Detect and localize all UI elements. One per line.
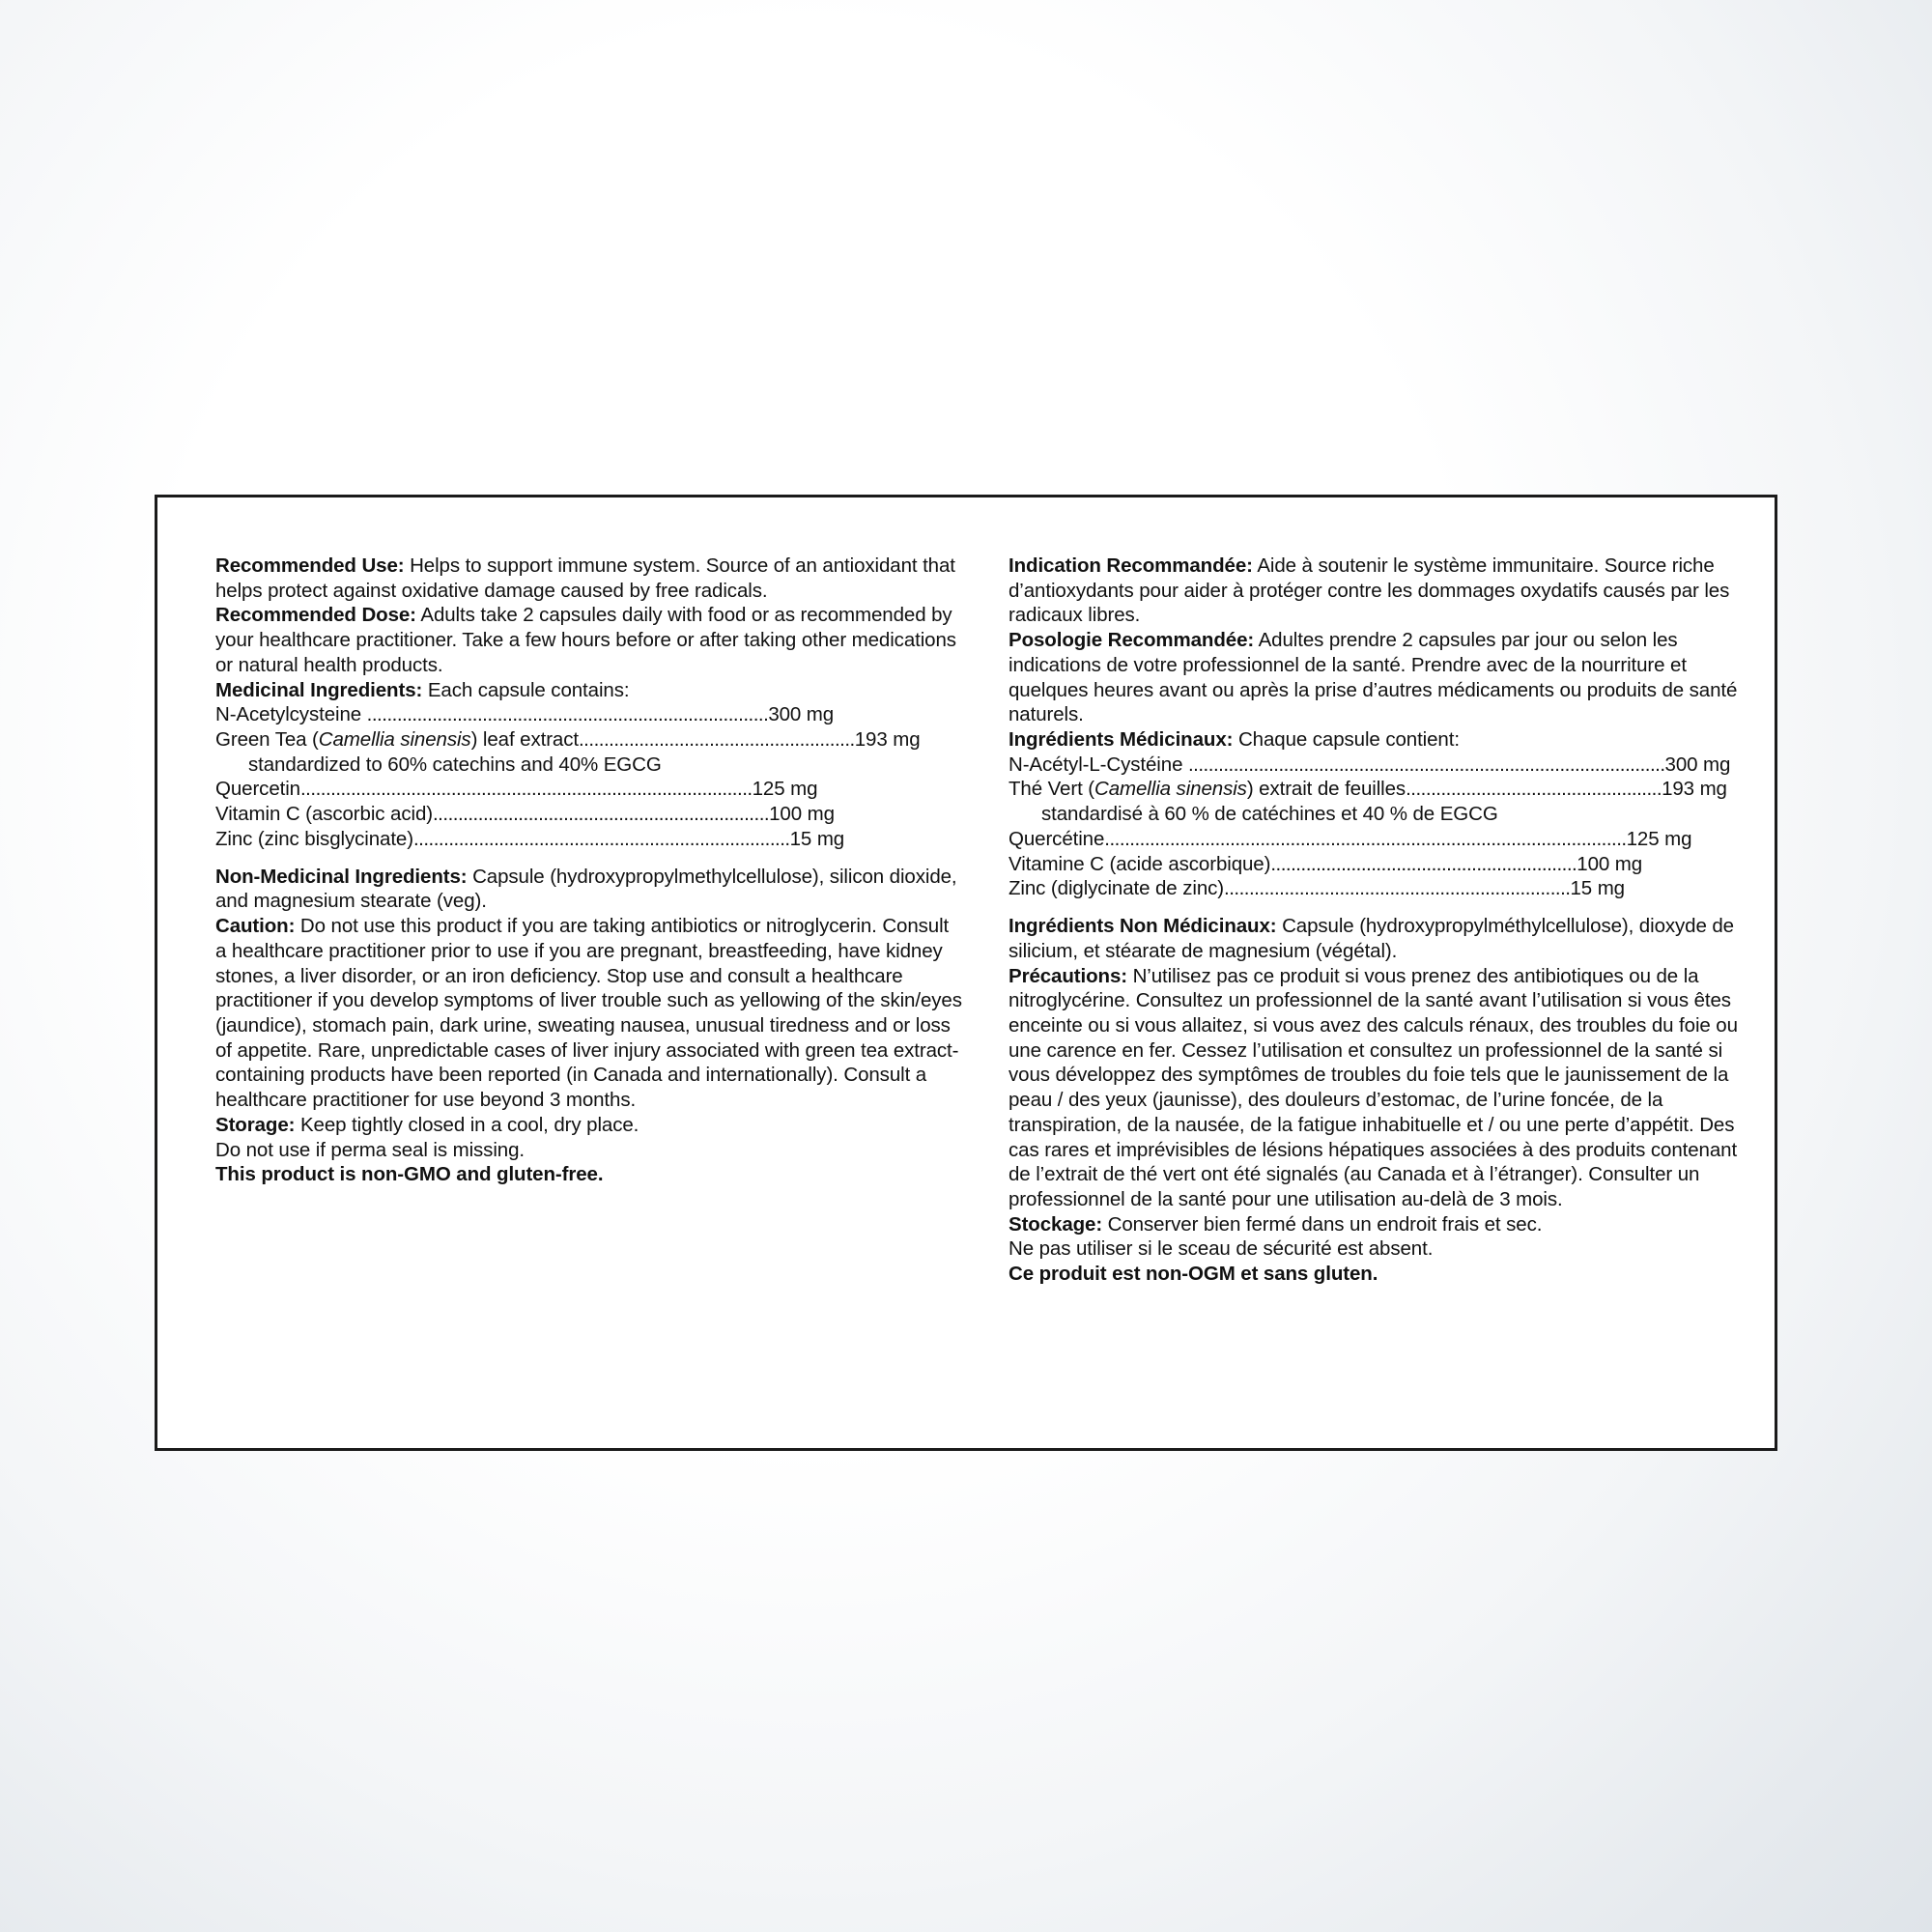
ingredient-name: Quercétine xyxy=(1009,827,1105,850)
ingredient-amount: 100 mg xyxy=(769,803,835,826)
ingredient-row xyxy=(1009,827,1757,852)
medicinal-ingredients-heading xyxy=(215,678,964,703)
label-columns xyxy=(157,497,1775,1448)
non-medicinal-block xyxy=(215,865,964,914)
ingredient-name: Vitamin C (ascorbic acid) xyxy=(215,803,433,826)
ingredient-name: Zinc (zinc bisglycinate) xyxy=(215,827,413,850)
ingredient-amount: 193 mg xyxy=(1662,778,1727,801)
ingredient-standardization-note: standardized to 60% catechins and 40% EGCG xyxy=(248,753,662,776)
ingredient-amount: 193 mg xyxy=(854,728,921,752)
ingredient-latin-name: Camellia sinensis xyxy=(318,728,471,752)
caution-label-fr: Précautions: xyxy=(1009,964,1127,987)
ingredient-amount: 15 mg xyxy=(789,827,845,850)
non-medicinal-block-fr xyxy=(1009,914,1757,963)
medicinal-ingredients-label-fr: Ingrédients Médicinaux: xyxy=(1009,728,1234,752)
ingredient-dots: ..................................................................... xyxy=(1224,877,1571,900)
recommended-dose-label: Recommended Dose: xyxy=(215,604,416,627)
ingredient-dots: ....................................................... xyxy=(578,728,855,752)
seal-warning-fr: Ne pas utiliser si le sceau de sécurité est absent. xyxy=(1009,1237,1434,1261)
ingredient-name: Green Tea ( xyxy=(215,728,319,752)
ingredient-name: Zinc (diglycinate de zinc) xyxy=(1009,877,1224,900)
ingredient-row xyxy=(1009,753,1757,778)
ingredient-amount: 100 mg xyxy=(1577,852,1643,875)
non-medicinal-text: Capsule (hydroxypropylmethylcellulose), silicon dioxide, and magnesium stearate (veg). xyxy=(215,865,957,913)
french-ingredient-list xyxy=(1009,753,1757,901)
ingredient-latin-name: Camellia sinensis xyxy=(1094,778,1247,801)
ingredient-amount: 125 mg xyxy=(1626,827,1692,850)
english-ingredient-list xyxy=(215,702,964,851)
recommended-use-block xyxy=(215,554,964,603)
ingredient-dots: ................................................................... xyxy=(432,803,770,826)
ingredient-amount: 300 mg xyxy=(1664,753,1731,776)
ingredient-dots: ............................................................................................... xyxy=(1187,753,1665,776)
ingredient-name: Quercetin xyxy=(215,778,300,801)
storage-block-fr xyxy=(1009,1212,1757,1237)
recommended-dose-label-fr: Posologie Recommandée: xyxy=(1009,629,1255,652)
ingredient-dots: ................................................................................ xyxy=(366,703,769,726)
medicinal-ingredients-heading-fr xyxy=(1009,727,1757,753)
medicinal-ingredients-label: Medicinal Ingredients: xyxy=(215,678,423,701)
ingredient-name: Thé Vert ( xyxy=(1009,778,1095,801)
ingredient-name: N-Acetylcysteine xyxy=(215,703,367,726)
caution-label: Caution: xyxy=(215,915,296,938)
gmo-statement: This product is non-GMO and gluten-free. xyxy=(215,1163,604,1186)
ingredient-name-suffix: ) extrait de feuilles xyxy=(1246,778,1406,801)
caution-block xyxy=(215,914,964,1113)
storage-label-fr: Stockage: xyxy=(1009,1212,1103,1236)
ingredient-amount: 300 mg xyxy=(768,703,835,726)
recommended-dose-text: Adults take 2 capsules daily with food or as recommended by your healthcare practitioner. Take a few hours before or after taking other medications or natural health products. xyxy=(215,604,956,676)
storage-text-fr: Conserver bien fermé dans un endroit frais et sec. xyxy=(1102,1212,1543,1236)
ingredient-row xyxy=(1009,852,1757,877)
ingredient-row xyxy=(215,802,964,827)
caution-text: Do not use this product if you are taking antibiotics or nitroglycerin. Consult a healthcare practitioner prior to use if you are pregnant, breastfeeding, have kidney stones, a liver disorder, or an iron deficiency. Stop use and consult a healthcare practitioner if you develop symptoms of liver trouble such as yellowing of the skin/eyes (jaundice), stomach pain, dark urine, sweating nausea, unusual tiredness and or loss of appetite. Rare, unpredictable cases of liver injury associated with green tea extract-containing products have been reported (in Canada and internationally). Consult a healthcare practitioner for use beyond 3 months. xyxy=(215,915,962,1112)
recommended-use-label-fr: Indication Recommandée: xyxy=(1009,554,1253,577)
ingredient-row xyxy=(215,727,964,753)
seal-warning: Do not use if perma seal is missing. xyxy=(215,1138,525,1161)
medicinal-ingredients-text: Each capsule contains: xyxy=(422,678,630,701)
ingredient-row xyxy=(1009,777,1757,802)
ingredient-name-suffix: ) leaf extract xyxy=(470,728,579,752)
medicinal-ingredients-text-fr: Chaque capsule contient: xyxy=(1233,728,1460,752)
ingredient-row xyxy=(215,702,964,727)
supplement-label-panel xyxy=(155,495,1777,1451)
ingredient-dots: ............................................................. xyxy=(1270,852,1577,875)
storage-label: Storage: xyxy=(215,1113,296,1136)
ingredient-dots: ........................................................................................................ xyxy=(1104,827,1627,850)
ingredient-dots: ........................................................................... xyxy=(412,827,790,850)
ingredient-name: Vitamine C (acide ascorbique) xyxy=(1009,852,1271,875)
ingredient-amount: 15 mg xyxy=(1570,877,1625,900)
non-medicinal-label-fr: Ingrédients Non Médicinaux: xyxy=(1009,915,1277,938)
ingredient-dots: .......................................................................................... xyxy=(299,778,753,801)
english-column xyxy=(215,554,964,1187)
recommended-dose-block-fr xyxy=(1009,628,1757,727)
non-medicinal-text-fr: Capsule (hydroxypropylméthylcellulose), dioxyde de silicium, et stéarate de magnesium (végétal). xyxy=(1009,915,1734,962)
gmo-statement-fr: Ce produit est non-OGM et sans gluten. xyxy=(1009,1263,1378,1286)
ingredient-amount: 125 mg xyxy=(752,778,818,801)
storage-block xyxy=(215,1113,964,1138)
recommended-use-text-fr: Aide à soutenir le système immunitaire. Source riche d’antioxydants pour aider à protéger contre les dommages oxydatifs causés par les radicaux libres. xyxy=(1009,554,1730,627)
ingredient-name: N-Acétyl-L-Cystéine xyxy=(1009,753,1188,776)
ingredient-row xyxy=(215,827,964,852)
ingredient-dots: ................................................... xyxy=(1406,778,1662,801)
recommended-dose-text-fr: Adultes prendre 2 capsules par jour ou selon les indications de votre professionnel de la santé. Prendre avec de la nourriture et quelques heures avant ou après la prise d’autres médicaments ou produits de santé naturels. xyxy=(1009,629,1738,726)
ingredient-row xyxy=(215,777,964,802)
ingredient-row xyxy=(1009,876,1757,901)
recommended-use-text: Helps to support immune system. Source of an antioxidant that helps protect against oxidative damage caused by free radicals. xyxy=(215,554,955,602)
recommended-use-block-fr xyxy=(1009,554,1757,628)
french-column xyxy=(1009,554,1757,1287)
caution-text-fr: N’utilisez pas ce produit si vous prenez des antibiotiques ou de la nitroglycérine. Consultez un professionnel de la santé avant l’utilisation si vous êtes enceinte ou si vous allaitez, si vous avez des calculs rénaux, des troubles du foie ou une carence en fer. Cessez l’utilisation et consultez un professionnel de la santé si vous développez des symptômes de troubles du foie tels que le jaunissement de la peau / des yeux (jaunisse), des douleurs d’estomac, de l’urine foncée, de la transpiration, de la nausée, de la fatigue inhabituelle et / ou une perte d’appétit. Des cas rares et imprévisibles de lésions hépatiques associées à des produits contenant de l’extrait de thé vert ont été signalés (au Canada et à l’étranger). Consulter un professionnel de la santé pour une utilisation au-delà de 3 mois. xyxy=(1009,964,1738,1210)
ingredient-standardization-note: standardisé à 60 % de catéchines et 40 % de EGCG xyxy=(1041,803,1498,826)
recommended-use-label: Recommended Use: xyxy=(215,554,405,577)
non-medicinal-label: Non-Medicinal Ingredients: xyxy=(215,865,468,888)
storage-text: Keep tightly closed in a cool, dry place. xyxy=(295,1113,639,1136)
recommended-dose-block xyxy=(215,603,964,677)
caution-block-fr xyxy=(1009,964,1757,1212)
